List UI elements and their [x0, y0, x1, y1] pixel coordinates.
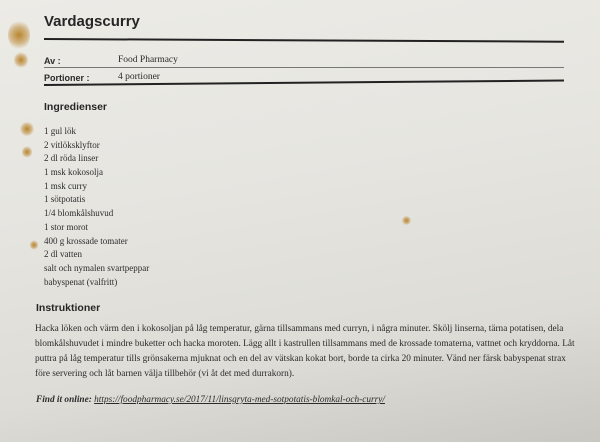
food-stain: [20, 122, 34, 136]
ingredient-item: 1 msk curry: [44, 180, 87, 191]
food-stain: [8, 20, 30, 50]
find-online-label: Find it online:: [36, 395, 92, 405]
food-stain: [14, 52, 28, 68]
ingredients-heading: Ingredienser: [44, 101, 108, 113]
ingredient-item: 1 msk kokosolja: [44, 167, 104, 178]
food-stain: [402, 216, 411, 225]
ingredient-item: 1 sötpotatis: [44, 194, 86, 205]
ingredient-list: [44, 125, 149, 289]
instructions-text: Hacka löken och värm den i kokosoljan på låg temperatur, gärna tillsammans med curryn, i några minuter. Skölj linserna, tärna potatisen, dela blomkålshuvudet i mindre buketter och hacka moroten. Lägg allt i kastrullen tillsammans med de krossade tomaterna, vattnet och kryddorna. Låt puttra på låg temperatur tills grönsakerna mjuknat och en del av vätskan kokat bort, borde ta cirka 20 minuter. Vänd ner färsk babyspenat strax före servering och låt barnen välja tillbehör (vi åt det med durrakorn).: [35, 324, 575, 379]
meta-divider: [44, 67, 564, 68]
ingredient-item: 1 gul lök: [44, 126, 77, 136]
find-online: [36, 395, 385, 405]
ingredient-item: babyspenat (valfritt): [44, 276, 118, 287]
ingredient-item: 2 dl röda linser: [44, 153, 99, 164]
servings-label: Portioner :: [44, 73, 90, 83]
servings-value: 4 portioner: [118, 72, 160, 82]
food-stain: [22, 146, 32, 158]
ingredient-item: 2 vitlöksklyftor: [44, 139, 100, 150]
recipe-title: Vardagscurry: [44, 13, 140, 30]
ingredient-item: 1/4 blomkålshuvud: [44, 208, 114, 219]
author-label: Av :: [44, 56, 61, 66]
title-divider: [44, 38, 564, 43]
ingredient-item: 2 dl vatten: [44, 249, 82, 260]
food-stain: [30, 240, 38, 250]
ingredient-item: salt och nymalen svartpeppar: [44, 262, 150, 273]
ingredient-item: 400 g krossade tomater: [44, 235, 128, 246]
author-value: Food Pharmacy: [118, 55, 178, 65]
recipe-url-link[interactable]: https://foodpharmacy.se/2017/11/linsgryta-med-sotpotatis-blomkal-och-curry/: [94, 395, 385, 405]
ingredient-item: 1 stor morot: [44, 221, 88, 232]
instructions-heading: Instruktioner: [36, 302, 101, 314]
